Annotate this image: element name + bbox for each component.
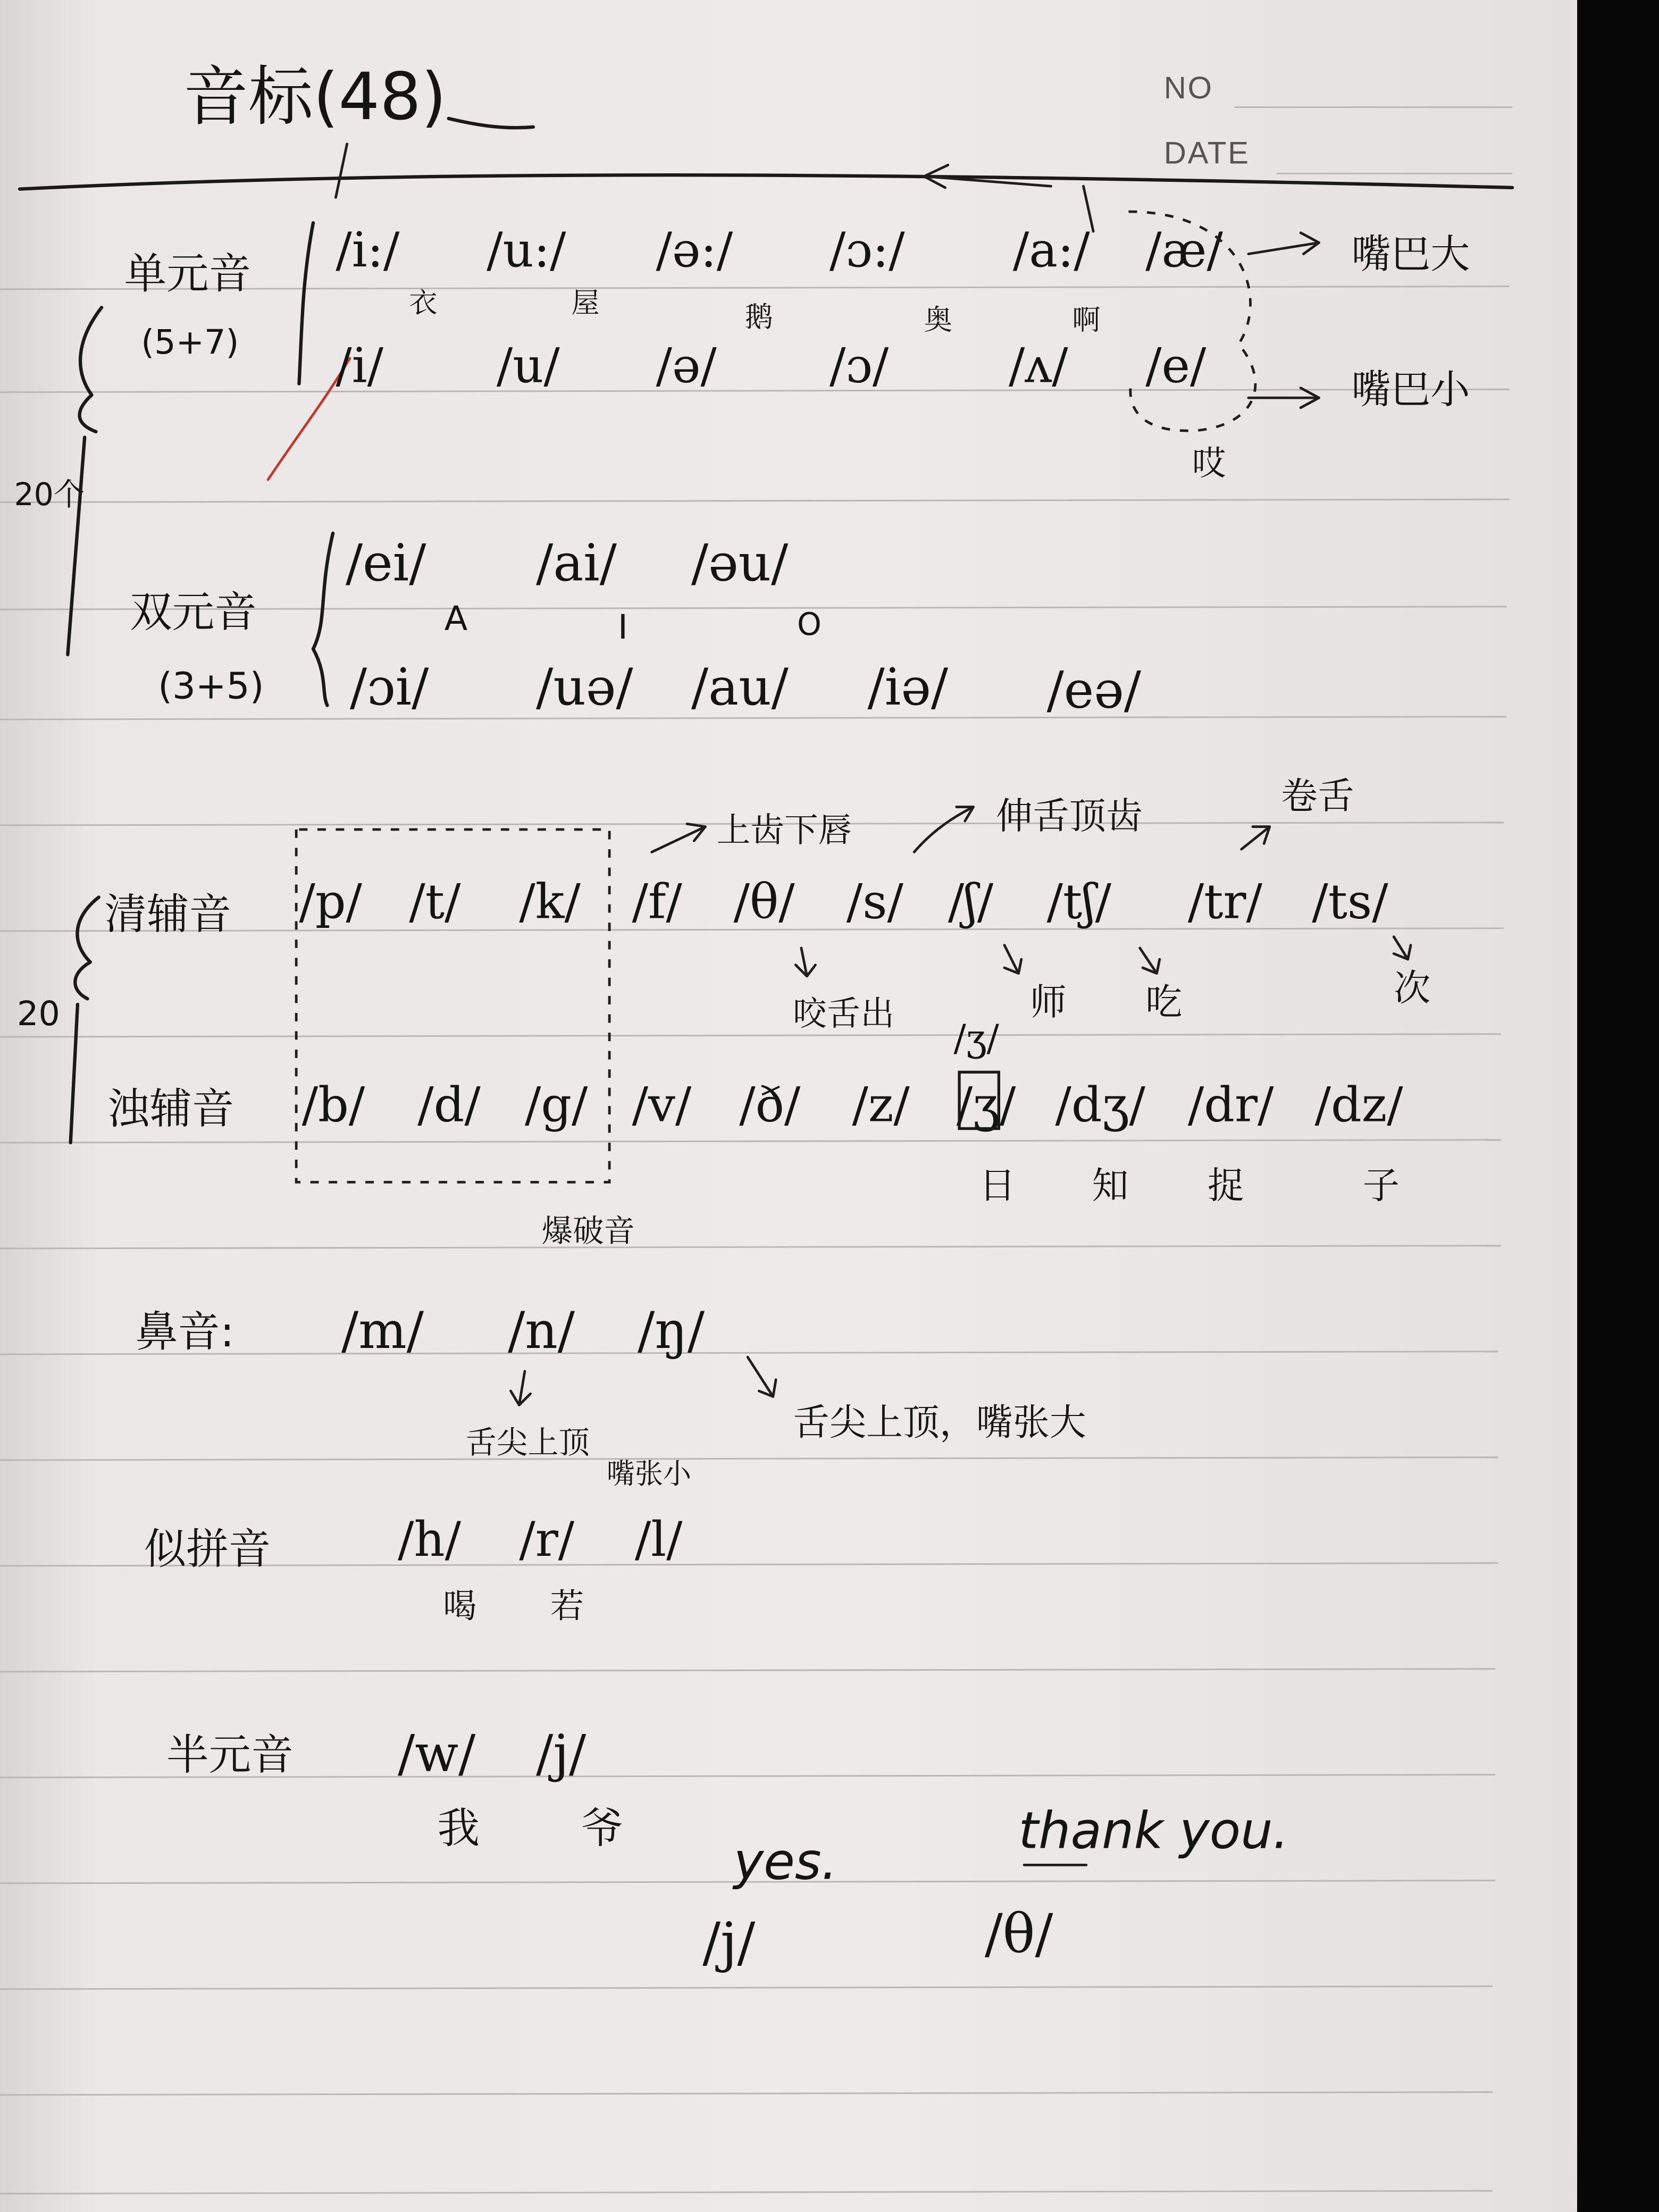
cons-f: /f/ xyxy=(632,874,682,930)
voiced-label: 浊辅音 xyxy=(107,1084,234,1134)
cons-zh: /ʒ/ xyxy=(956,1077,1016,1133)
cons-z: /z/ xyxy=(852,1077,910,1133)
cons-g: /g/ xyxy=(524,1077,588,1133)
cons-b: /b/ xyxy=(301,1077,365,1133)
cons-s: /s/ xyxy=(846,874,903,930)
example-word-thank-you: thank you. xyxy=(1018,1800,1289,1861)
diph-hint-o: O xyxy=(797,606,822,643)
vowel-a-long: /a:/ xyxy=(1012,222,1090,278)
cons-ts: /ts/ xyxy=(1312,874,1388,930)
hint-ruo: 若 xyxy=(550,1587,584,1627)
diph-hint-i: I xyxy=(618,607,628,647)
vowel-i-short: /i/ xyxy=(336,338,384,394)
vowel-e: /e/ xyxy=(1145,338,1206,394)
hint-e: 鹅 xyxy=(744,300,773,334)
vowel-o-long: /ɔ:/ xyxy=(829,222,905,278)
cons-ch: /tʃ/ xyxy=(1046,874,1112,930)
vowel-o-short: /ɔ/ xyxy=(829,338,889,394)
hint-ri: 日 xyxy=(979,1164,1016,1207)
voiceless-plosives xyxy=(299,874,581,930)
hint-wo: 我 xyxy=(437,1803,480,1853)
cons-eth: /ð/ xyxy=(739,1077,801,1133)
date-label: DATE xyxy=(1163,136,1250,171)
nasal-n-note: 舌尖上顶 xyxy=(465,1424,590,1461)
note-upper-teeth-lower-lip: 上齿下唇 xyxy=(716,810,852,850)
nasal-ng: /ŋ/ xyxy=(638,1300,705,1360)
page-title: 音标(48) xyxy=(183,59,447,135)
voiceless-label: 清辅音 xyxy=(104,889,232,939)
vowel-u-long: /u:/ xyxy=(487,222,566,278)
cons-k: /k/ xyxy=(519,874,581,930)
example-ipa-yes: /j/ xyxy=(702,1911,756,1974)
hint-zhuo: 捉 xyxy=(1208,1164,1245,1207)
diph-ou: /əu/ xyxy=(691,533,789,593)
vowel-i-long: /i:/ xyxy=(336,222,400,278)
example-ipa-theta: /θ/ xyxy=(984,1902,1053,1965)
hint-zi: 子 xyxy=(1362,1164,1400,1207)
semivowel-j: /j/ xyxy=(536,1723,586,1783)
approximant-label: 似拼音 xyxy=(144,1524,271,1574)
vowel-schwa-short: /ə/ xyxy=(656,338,717,394)
hint-wu: 屋 xyxy=(571,286,600,320)
diph-ue: /uə/ xyxy=(536,657,633,717)
nasal-items xyxy=(341,1301,705,1360)
cons-dzh: /dʒ/ xyxy=(1055,1077,1145,1133)
cons-p: /p/ xyxy=(299,874,362,930)
cons-t: /t/ xyxy=(409,874,461,930)
mouth-big-note: 嘴巴大 xyxy=(1351,231,1470,278)
cons-dr: /dr/ xyxy=(1187,1077,1274,1133)
cons-sh: /ʃ/ xyxy=(948,874,994,930)
nasal-ng-note: 舌尖上顶，嘴张大 xyxy=(793,1401,1086,1444)
hint-yi: 衣 xyxy=(409,286,438,320)
hint-chi: 吃 xyxy=(1145,981,1183,1024)
vowel-u-short: /u/ xyxy=(496,338,560,394)
cons-d: /d/ xyxy=(417,1077,481,1133)
hint-ao: 奥 xyxy=(924,303,952,337)
note-tongue-teeth: 伸舌顶齿 xyxy=(996,794,1143,837)
diph-ie: /iə/ xyxy=(867,657,949,717)
hint-zhi: 知 xyxy=(1092,1164,1129,1207)
diph-ee: /eə/ xyxy=(1046,660,1141,720)
diphthong-count: (3+5) xyxy=(158,665,264,708)
approx-h: /h/ xyxy=(398,1511,462,1568)
hint-ai: 哎 xyxy=(1192,444,1226,484)
hint-a: 啊 xyxy=(1072,303,1101,337)
nasal-m: /m/ xyxy=(341,1300,424,1360)
diph-hint-a: A xyxy=(444,599,468,639)
vowel-schwa-long: /ə:/ xyxy=(656,222,733,278)
vowel-ae: /æ/ xyxy=(1145,222,1223,278)
nasal-n: /n/ xyxy=(508,1300,575,1360)
diphthong-label: 双元音 xyxy=(130,587,257,637)
cons-theta: /θ/ xyxy=(733,874,795,930)
cons-tr: /tr/ xyxy=(1187,874,1263,930)
hint-he: 喝 xyxy=(443,1587,477,1627)
nasal-label: 鼻音: xyxy=(135,1306,234,1356)
hint-ci: 次 xyxy=(1394,967,1431,1010)
consonants-count: 20 xyxy=(16,994,60,1034)
cons-dz: /dz/ xyxy=(1314,1077,1403,1133)
monophthong-count: (5+7) xyxy=(141,322,239,362)
diph-ai: /ai/ xyxy=(536,533,617,593)
example-word-yes: yes. xyxy=(733,1831,837,1891)
zh-correction: /ʒ/ xyxy=(953,1017,999,1060)
cons-v: /v/ xyxy=(632,1077,692,1133)
plosive-note: 爆破音 xyxy=(541,1212,635,1249)
semivowel-w: /w/ xyxy=(398,1723,476,1783)
approx-l: /l/ xyxy=(634,1511,683,1568)
voiced-plosives xyxy=(302,1077,588,1133)
diph-oi: /ɔi/ xyxy=(349,657,429,717)
page-edge-shadow xyxy=(1577,0,1659,2212)
diph-ei: /ei/ xyxy=(345,533,426,593)
note-bite-tongue: 咬舌出 xyxy=(793,994,895,1034)
vowel-wedge: /ʌ/ xyxy=(1008,338,1068,394)
semivowel-label: 半元音 xyxy=(166,1730,294,1780)
approximant-items xyxy=(398,1512,683,1568)
monophthong-label: 单元音 xyxy=(124,248,252,298)
nasal-n-note-2: 嘴张小 xyxy=(606,1457,691,1490)
note-curl-tongue: 卷舌 xyxy=(1280,775,1354,818)
mouth-small-note: 嘴巴小 xyxy=(1351,366,1470,413)
hint-shi: 师 xyxy=(1029,981,1067,1024)
vowels-count: 20个 xyxy=(14,476,85,513)
diph-au: /au/ xyxy=(691,657,789,717)
approx-r: /r/ xyxy=(519,1511,575,1568)
no-label: NO xyxy=(1163,71,1213,106)
hint-ye: 爷 xyxy=(581,1803,624,1853)
